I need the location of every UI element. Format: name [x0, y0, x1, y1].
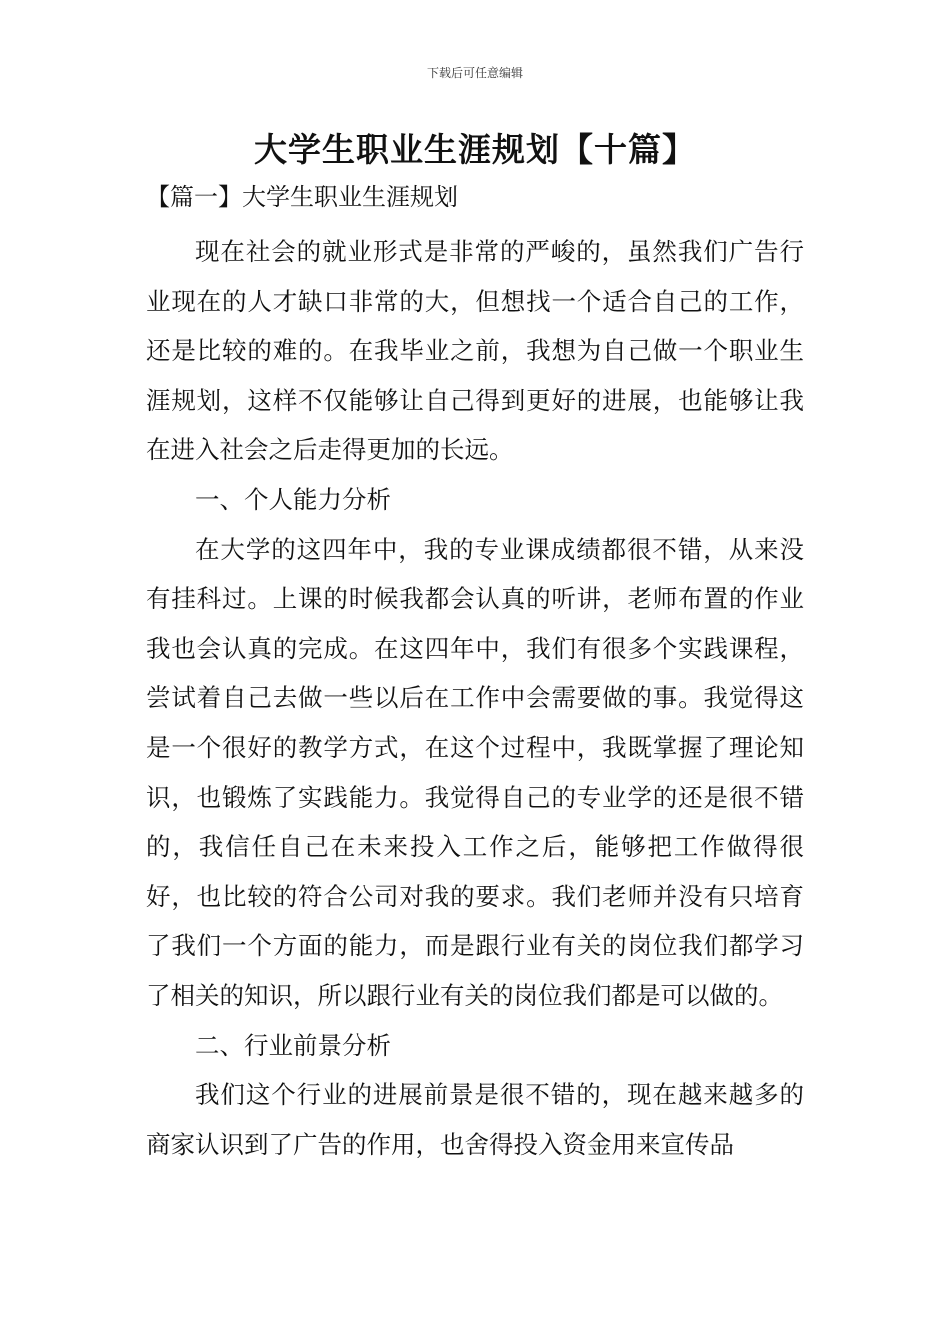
- paragraph-industry: 我们这个行业的进展前景是很不错的，现在越来越多的商家认识到了广告的作用，也舍得投入资金用来宣传品: [146, 1080, 804, 1159]
- paragraph-ability: 在大学的这四年中，我的专业课成绩都很不错，从来没有挂科过。上课的时候我都会认真的听讲，老师布置的作业我也会认真的完成。在这四年中，我们有很多个实践课程，尝试着自己去做一些以后在工作中会需要做的事。我觉得这是一个很好的教学方式，在这个过程中，我既掌握了理论知识，也锻炼了实践能力。我觉得自己的专业学的还是很不错的，我信任自己在未来投入工作之后，能够把工作做得很好，也比较的符合公司对我的要求。我们老师并没有只培育了我们一个方面的能力，而是跟行业有关的岗位我们都学习了相关的知识，所以跟行业有关的岗位我们都是可以做的。: [146, 534, 804, 1010]
- paragraph-intro: 现在社会的就业形式是非常的严峻的，虽然我们广告行业现在的人才缺口非常的大，但想找一个适合自己的工作，还是比较的难的。在我毕业之前，我想为自己做一个职业生涯规划，这样不仅能够让自己得到更好的进展，也能够让我在进入社会之后走得更加的长远。: [146, 237, 804, 465]
- subheading-ability-analysis: 一、个人能力分析: [195, 484, 391, 514]
- document-body: [146, 227, 804, 1169]
- subheading-industry-outlook: 二、行业前景分析: [195, 1030, 391, 1060]
- section-heading: 【篇一】大学生职业生涯规划: [146, 183, 458, 211]
- document-title: 大学生职业生涯规划【十篇】: [254, 130, 696, 169]
- header-note: 下载后可任意编辑: [426, 66, 523, 80]
